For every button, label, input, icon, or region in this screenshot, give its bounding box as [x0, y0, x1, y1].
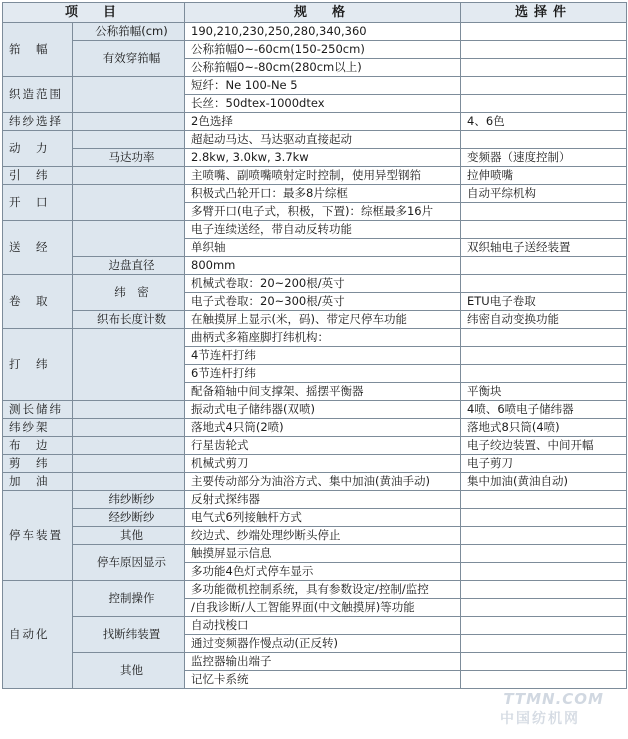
value-cell: 振动式电子储纬器(双喷) — [185, 401, 461, 419]
value-cell: 4节连杆打纬 — [185, 347, 461, 365]
table-row — [3, 275, 627, 293]
option-cell — [461, 491, 627, 509]
option-cell — [461, 41, 627, 59]
spec-table — [2, 2, 627, 689]
header-row — [3, 3, 627, 23]
option-cell: 4、6色 — [461, 113, 627, 131]
category-insertion: 引 纬 — [3, 167, 73, 185]
category-auto: 自动化 — [3, 581, 73, 689]
sub-empty — [73, 437, 185, 455]
value-cell: 短纤：Ne 100-Ne 5 — [185, 77, 461, 95]
sub-empty — [73, 113, 185, 131]
option-cell — [461, 77, 627, 95]
category-shed: 开 口 — [3, 185, 73, 221]
option-cell — [461, 221, 627, 239]
sub-empty — [73, 77, 185, 113]
option-cell: 拉伸喷嘴 — [461, 167, 627, 185]
option-cell — [461, 653, 627, 671]
option-cell: 电子剪刀 — [461, 455, 627, 473]
table-row — [3, 509, 627, 527]
category-creel: 纬纱架 — [3, 419, 73, 437]
category-oil: 加 油 — [3, 473, 73, 491]
sub-empty — [73, 419, 185, 437]
value-cell: 机械式卷取：20~200根/英寸 — [185, 275, 461, 293]
value-cell: 行星齿轮式 — [185, 437, 461, 455]
option-cell — [461, 365, 627, 383]
value-cell: 2.8kw, 3.0kw, 3.7kw — [185, 149, 461, 167]
value-cell: 单织轴 — [185, 239, 461, 257]
value-cell: 公称筘幅0~-80cm(280cm以上) — [185, 59, 461, 77]
header-item: 项 目 — [3, 3, 185, 23]
category-power: 动 力 — [3, 131, 73, 167]
option-cell: 集中加油(黄油自动) — [461, 473, 627, 491]
category-takeup: 卷 取 — [3, 275, 73, 329]
value-cell: 监控器输出端子 — [185, 653, 461, 671]
table-row — [3, 545, 627, 563]
value-cell: 超起动马达、马达驱动直接起动 — [185, 131, 461, 149]
value-cell: 多臂开口(电子式，积极，下置)：综框最多16片 — [185, 203, 461, 221]
option-cell — [461, 275, 627, 293]
option-cell — [461, 257, 627, 275]
category-weft-select: 纬纱选择 — [3, 113, 73, 131]
value-cell: 配备箱轴中间支撑架、摇摆平衡器 — [185, 383, 461, 401]
value-cell: 记忆卡系统 — [185, 671, 461, 689]
category-letoff: 送 经 — [3, 221, 73, 275]
option-cell: 双织轴电子送经装置 — [461, 239, 627, 257]
table-row — [3, 167, 627, 185]
option-cell — [461, 509, 627, 527]
value-cell: 绞边式、纱端处理纱断头停止 — [185, 527, 461, 545]
category-storage: 测长储纬 — [3, 401, 73, 419]
value-cell: 2色选择 — [185, 113, 461, 131]
table-row — [3, 41, 627, 59]
option-cell — [461, 581, 627, 599]
table-row — [3, 311, 627, 329]
table-row — [3, 455, 627, 473]
table-row — [3, 113, 627, 131]
value-cell: 机械式剪刀 — [185, 455, 461, 473]
value-cell: 多功能4色灯式停车显示 — [185, 563, 461, 581]
value-cell: 公称筘幅0~-60cm(150-250cm) — [185, 41, 461, 59]
value-cell: 电气式6列接触杆方式 — [185, 509, 461, 527]
option-cell — [461, 563, 627, 581]
sub-stop-other: 其他 — [73, 527, 185, 545]
category-selvage: 布 边 — [3, 437, 73, 455]
option-cell — [461, 59, 627, 77]
table-row — [3, 653, 627, 671]
option-cell: 纬密自动变换功能 — [461, 311, 627, 329]
header-option: 选择件 — [461, 3, 627, 23]
value-cell: 落地式4只筒(2喷) — [185, 419, 461, 437]
option-cell: 4喷、6喷电子储纬器 — [461, 401, 627, 419]
sub-reed-nominal: 公称筘幅(cm) — [73, 23, 185, 41]
sub-empty — [73, 185, 185, 221]
sub-empty — [73, 329, 185, 401]
watermark-site-name: 中国纺机网 — [500, 711, 580, 727]
value-cell: 主喷嘴、副喷嘴喷射定时控制，使用异型钢筘 — [185, 167, 461, 185]
value-cell: /自我诊断/人工智能界面(中文触摸屏)等功能 — [185, 599, 461, 617]
sub-stop-reason: 停车原因显示 — [73, 545, 185, 581]
value-cell: 电子式卷取：20~300根/英寸 — [185, 293, 461, 311]
value-cell: 在触摸屏上显示(米，码)、带定尺停车功能 — [185, 311, 461, 329]
option-cell — [461, 131, 627, 149]
value-cell: 6节连杆打纬 — [185, 365, 461, 383]
table-row — [3, 131, 627, 149]
table-row — [3, 437, 627, 455]
option-cell — [461, 203, 627, 221]
sub-empty — [73, 401, 185, 419]
value-cell: 800mm — [185, 257, 461, 275]
table-row — [3, 527, 627, 545]
option-cell — [461, 635, 627, 653]
value-cell: 电子连续送经，带自动反转功能 — [185, 221, 461, 239]
value-cell: 190,210,230,250,280,340,360 — [185, 23, 461, 41]
value-cell: 自动找梭口 — [185, 617, 461, 635]
option-cell: 落地式8只筒(4喷) — [461, 419, 627, 437]
option-cell: 平衡块 — [461, 383, 627, 401]
option-cell: 电子绞边装置、中间开幅 — [461, 437, 627, 455]
table-row — [3, 329, 627, 347]
table-row — [3, 149, 627, 167]
value-cell: 触摸屏显示信息 — [185, 545, 461, 563]
sub-auto-other: 其他 — [73, 653, 185, 689]
option-cell — [461, 617, 627, 635]
value-cell: 主要传动部分为油浴方式、集中加油(黄油手动) — [185, 473, 461, 491]
option-cell — [461, 23, 627, 41]
sub-empty — [73, 455, 185, 473]
table-row — [3, 473, 627, 491]
sub-empty — [73, 473, 185, 491]
sub-flange: 边盘直径 — [73, 257, 185, 275]
sub-empty — [73, 131, 185, 149]
option-cell: 变频器（速度控制） — [461, 149, 627, 167]
table-row — [3, 491, 627, 509]
table-row — [3, 257, 627, 275]
sub-auto-control: 控制操作 — [73, 581, 185, 617]
table-row — [3, 23, 627, 41]
sub-empty — [73, 167, 185, 185]
option-cell — [461, 95, 627, 113]
value-cell: 通过变频器作慢点动(正反转) — [185, 635, 461, 653]
category-reed: 筘 幅 — [3, 23, 73, 77]
category-cutter: 剪 纬 — [3, 455, 73, 473]
table-row — [3, 401, 627, 419]
option-cell — [461, 527, 627, 545]
value-cell: 曲柄式多箱座脚打纬机构： — [185, 329, 461, 347]
option-cell — [461, 671, 627, 689]
value-cell: 积极式凸轮开口：最多8片综框 — [185, 185, 461, 203]
sub-empty — [73, 221, 185, 257]
watermark-domain: TTMN.COM — [503, 690, 604, 708]
sub-motor: 马达功率 — [73, 149, 185, 167]
sub-stop-weft: 纬纱断纱 — [73, 491, 185, 509]
option-cell: ETU电子卷取 — [461, 293, 627, 311]
option-cell — [461, 545, 627, 563]
category-weave: 织造范围 — [3, 77, 73, 113]
table-row — [3, 617, 627, 635]
table-row — [3, 581, 627, 599]
table-row — [3, 221, 627, 239]
header-spec: 规 格 — [185, 3, 461, 23]
option-cell — [461, 329, 627, 347]
value-cell: 反射式探纬器 — [185, 491, 461, 509]
sub-auto-pick: 找断纬装置 — [73, 617, 185, 653]
table-row — [3, 419, 627, 437]
sub-counter: 织布长度计数 — [73, 311, 185, 329]
sub-reed-effective: 有效穿筘幅 — [73, 41, 185, 77]
option-cell — [461, 347, 627, 365]
sub-density: 纬 密 — [73, 275, 185, 311]
value-cell: 多功能微机控制系统，具有参数设定/控制/监控 — [185, 581, 461, 599]
sub-stop-warp: 经纱断纱 — [73, 509, 185, 527]
table-row — [3, 185, 627, 203]
value-cell: 长丝：50dtex-1000dtex — [185, 95, 461, 113]
option-cell: 自动平综机构 — [461, 185, 627, 203]
table-row — [3, 77, 627, 95]
category-stop: 停车装置 — [3, 491, 73, 581]
category-beat: 打 纬 — [3, 329, 73, 401]
option-cell — [461, 599, 627, 617]
